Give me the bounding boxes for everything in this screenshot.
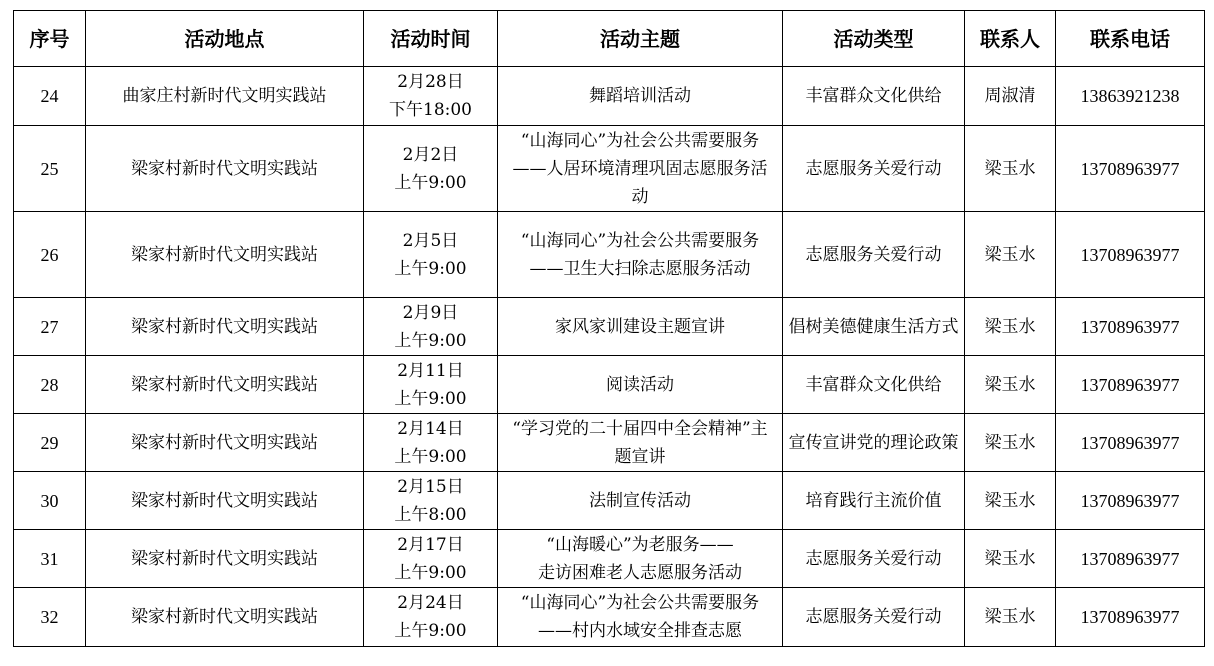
index-cell: 24 — [14, 67, 86, 126]
time-text: 2月24日 上午9:00 — [394, 593, 467, 641]
phone-cell: 13863921238 — [1056, 67, 1205, 126]
time-text: 2月9日 上午9:00 — [394, 302, 467, 351]
theme-text: 法制宣传活动 — [589, 490, 691, 511]
contact-cell: 梁玉水 — [965, 530, 1056, 588]
type-cell: 丰富群众文化供给 — [783, 67, 965, 126]
type-cell: 宣传宣讲党的理论政策 — [783, 414, 965, 472]
time-text: 2月2日 上午9:00 — [394, 144, 467, 193]
time-cell — [364, 588, 498, 647]
header-index: 序号 — [14, 11, 86, 67]
contact-cell: 梁玉水 — [965, 298, 1056, 356]
location-cell: 曲家庄村新时代文明实践站 — [86, 67, 364, 126]
theme-text: 家风家训建设主题宣讲 — [555, 316, 725, 337]
activity-table — [13, 10, 1205, 647]
location-cell: 梁家村新时代文明实践站 — [86, 414, 364, 472]
contact-cell: 周淑清 — [965, 67, 1056, 126]
time-cell — [364, 356, 498, 414]
time-cell — [364, 212, 498, 298]
table-row — [14, 472, 1205, 530]
theme-text: 舞蹈培训活动 — [589, 86, 691, 106]
theme-cell — [498, 414, 783, 472]
header-row — [14, 11, 1205, 67]
theme-text: “山海同心”为社会公共需要服务——卫生大扫除志愿服务活动 — [520, 230, 760, 279]
time-text: 2月17日 上午9:00 — [394, 534, 467, 583]
contact-cell: 梁玉水 — [965, 588, 1056, 647]
contact-cell: 梁玉水 — [965, 212, 1056, 298]
theme-text: “山海暖心”为老服务—— 走访困难老人志愿服务活动 — [538, 534, 742, 583]
table-row — [14, 588, 1205, 647]
time-text: 2月5日 上午9:00 — [394, 230, 467, 279]
location-cell: 梁家村新时代文明实践站 — [86, 356, 364, 414]
phone-cell: 13708963977 — [1056, 356, 1205, 414]
type-cell: 倡树美德健康生活方式 — [783, 298, 965, 356]
table-row — [14, 530, 1205, 588]
contact-cell: 梁玉水 — [965, 126, 1056, 212]
theme-cell — [498, 356, 783, 414]
type-cell: 志愿服务关爱行动 — [783, 212, 965, 298]
location-cell: 梁家村新时代文明实践站 — [86, 530, 364, 588]
table-row — [14, 67, 1205, 126]
theme-text: “山海同心”为社会公共需要服务——村内水域安全排查志愿 — [520, 593, 760, 641]
theme-text: 阅读活动 — [606, 374, 674, 395]
index-cell: 32 — [14, 588, 86, 647]
table-row — [14, 298, 1205, 356]
phone-cell: 13708963977 — [1056, 212, 1205, 298]
time-cell — [364, 414, 498, 472]
time-text: 2月14日 上午9:00 — [394, 418, 467, 467]
header-time: 活动时间 — [364, 11, 498, 67]
theme-cell — [498, 472, 783, 530]
index-cell: 30 — [14, 472, 86, 530]
time-text: 2月11日 上午9:00 — [394, 360, 467, 409]
contact-cell: 梁玉水 — [965, 414, 1056, 472]
time-text: 2月15日 上午8:00 — [394, 476, 467, 525]
theme-cell — [498, 126, 783, 212]
header-phone: 联系电话 — [1056, 11, 1205, 67]
phone-cell: 13708963977 — [1056, 472, 1205, 530]
type-cell: 志愿服务关爱行动 — [783, 126, 965, 212]
header-theme: 活动主题 — [498, 11, 783, 67]
header-type: 活动类型 — [783, 11, 965, 67]
theme-text: “学习党的二十届四中全会精神”主题宣讲 — [512, 418, 768, 467]
location-cell: 梁家村新时代文明实践站 — [86, 588, 364, 647]
table-row — [14, 356, 1205, 414]
time-text: 2月28日 下午18:00 — [389, 72, 472, 120]
time-cell — [364, 530, 498, 588]
location-cell: 梁家村新时代文明实践站 — [86, 298, 364, 356]
type-cell: 培育践行主流价值 — [783, 472, 965, 530]
time-cell — [364, 472, 498, 530]
theme-text: “山海同心”为社会公共需要服务——人居环境清理巩固志愿服务活动 — [512, 130, 768, 207]
phone-cell: 13708963977 — [1056, 126, 1205, 212]
time-cell — [364, 298, 498, 356]
type-cell: 志愿服务关爱行动 — [783, 588, 965, 647]
phone-cell: 13708963977 — [1056, 414, 1205, 472]
location-cell: 梁家村新时代文明实践站 — [86, 126, 364, 212]
phone-cell: 13708963977 — [1056, 298, 1205, 356]
header-contact: 联系人 — [965, 11, 1056, 67]
theme-cell — [498, 530, 783, 588]
index-cell: 27 — [14, 298, 86, 356]
index-cell: 28 — [14, 356, 86, 414]
theme-cell — [498, 298, 783, 356]
location-cell: 梁家村新时代文明实践站 — [86, 212, 364, 298]
index-cell: 25 — [14, 126, 86, 212]
table-row — [14, 414, 1205, 472]
index-cell: 29 — [14, 414, 86, 472]
contact-cell: 梁玉水 — [965, 472, 1056, 530]
time-cell — [364, 67, 498, 126]
index-cell: 26 — [14, 212, 86, 298]
type-cell: 丰富群众文化供给 — [783, 356, 965, 414]
theme-cell — [498, 212, 783, 298]
theme-cell — [498, 67, 783, 126]
index-cell: 31 — [14, 530, 86, 588]
header-location: 活动地点 — [86, 11, 364, 67]
contact-cell: 梁玉水 — [965, 356, 1056, 414]
theme-cell — [498, 588, 783, 647]
phone-cell: 13708963977 — [1056, 530, 1205, 588]
time-cell — [364, 126, 498, 212]
table-row — [14, 126, 1205, 212]
table-row — [14, 212, 1205, 298]
location-cell: 梁家村新时代文明实践站 — [86, 472, 364, 530]
phone-cell: 13708963977 — [1056, 588, 1205, 647]
type-cell: 志愿服务关爱行动 — [783, 530, 965, 588]
